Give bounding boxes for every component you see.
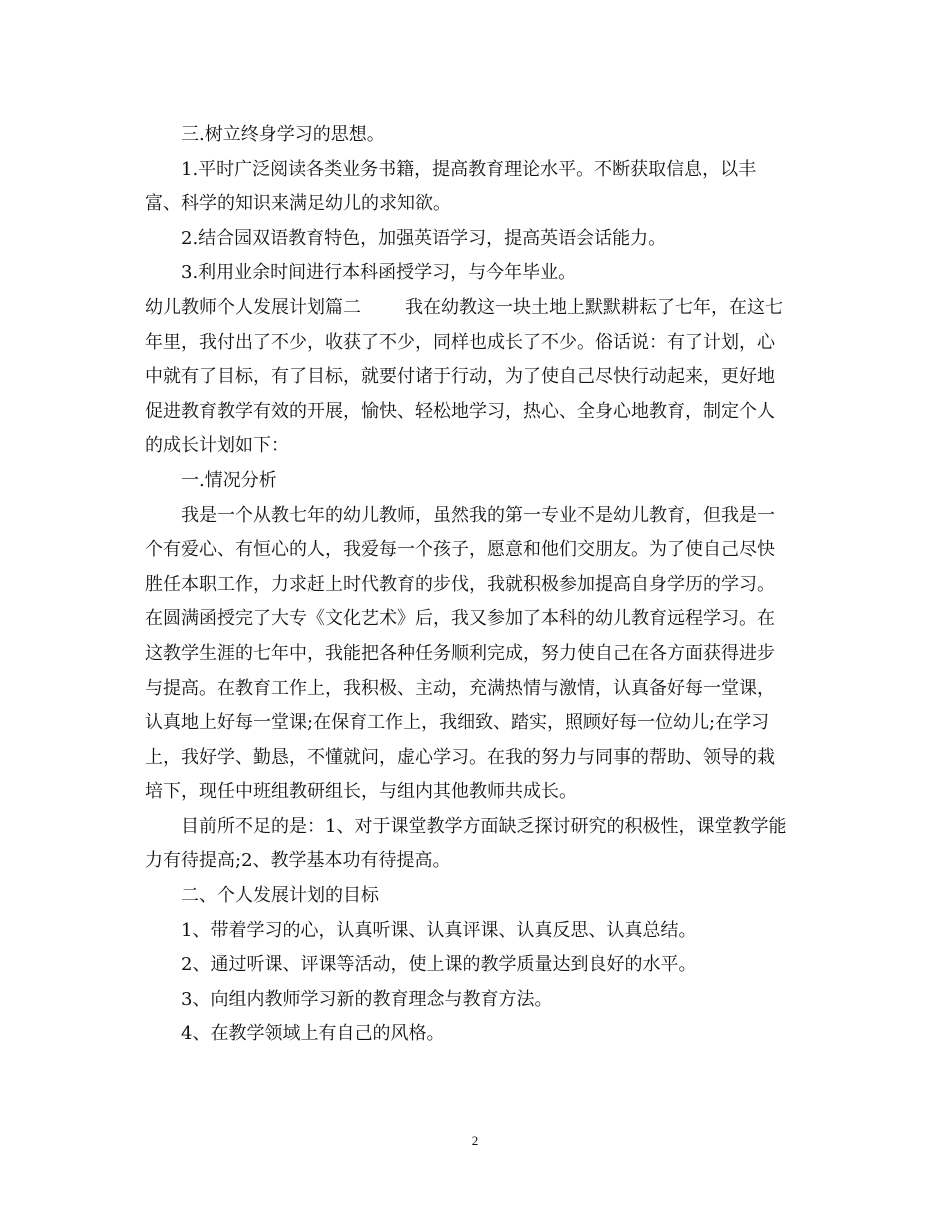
paragraph-line: 中就有了目标，有了目标，就要付诸于行动，为了使自己尽快行动起来，更好地 — [145, 366, 775, 388]
paragraph-line: 胜任本职工作，力求赶上时代教育的步伐，我就积极参加提高自身学历的学习。 — [145, 573, 775, 595]
section-title: 幼儿教师个人发展计划篇二 — [145, 296, 361, 318]
paragraph-line: 三.树立终身学习的思想。 — [181, 124, 385, 145]
paragraph-line: 与提高。在教育工作上，我积极、主动，充满热情与激情，认真备好每一堂课， — [145, 677, 775, 699]
paragraph-line: 2.结合园双语教育特色，加强英语学习，提高英语会话能力。 — [181, 227, 667, 249]
list-item: 3、向组内教师学习新的教育理念与教育方法。 — [181, 988, 553, 1010]
paragraph-line: 我是一个从教七年的幼儿教师，虽然我的第一专业不是幼儿教育，但我是一 — [181, 504, 775, 526]
section-intro-text: 我在幼教这一块土地上默默耕耘了七年，在这七 — [405, 296, 783, 318]
section-heading-line — [145, 291, 810, 326]
paragraph-line: 个有爱心、有恒心的人，我爱每一个孩子，愿意和他们交朋友。为了使自己尽快 — [145, 539, 775, 561]
paragraph-line: 促进教育教学有效的开展，愉快、轻松地学习，热心、全身心地教育，制定个人 — [145, 400, 775, 422]
list-item: 1、带着学习的心，认真听课、认真评课、认真反思、认真总结。 — [181, 919, 697, 941]
paragraph-line: 培下，现任中班组教研组长，与组内其他教师共成长。 — [145, 781, 577, 803]
paragraph-line: 目前所不足的是：1、对于课堂教学方面缺乏探讨研究的积极性，课堂教学能 — [181, 815, 787, 837]
paragraph-line: 在圆满函授完了大专《文化艺术》后，我又参加了本科的幼儿教育远程学习。在 — [145, 608, 775, 630]
subheading-line: 一.情况分析 — [181, 469, 277, 491]
list-item: 4、在教学领域上有自己的风格。 — [181, 1023, 445, 1045]
paragraph-line: 富、科学的知识来满足幼儿的求知欲。 — [145, 193, 451, 215]
paragraph-line: 3.利用业余时间进行本科函授学习，与今年毕业。 — [181, 262, 577, 284]
paragraph-line: 年里，我付出了不少，收获了不少，同样也成长了不少。俗话说：有了计划，心 — [145, 331, 775, 353]
paragraph-line: 的成长计划如下： — [145, 435, 289, 457]
document-body — [145, 118, 810, 1052]
subheading-line: 二、个人发展计划的目标 — [181, 885, 379, 907]
paragraph-line: 力有待提高;2、教学基本功有待提高。 — [145, 850, 451, 872]
paragraph-line: 上，我好学、勤恳，不懂就问，虚心学习。在我的努力与同事的帮助、领导的栽 — [145, 746, 775, 768]
paragraph-line: 认真地上好每一堂课;在保育工作上，我细致、踏实，照顾好每一位幼儿;在学习 — [145, 712, 770, 734]
paragraph-line: 这教学生涯的七年中，我能把各种任务顺利完成，努力使自己在各方面获得进步 — [145, 642, 775, 664]
page-number: 2 — [471, 1133, 479, 1148]
paragraph-line: 1.平时广泛阅读各类业务书籍，提高教育理论水平。不断获取信息，以丰 — [181, 158, 757, 180]
list-item: 2、通过听课、评课等活动，使上课的教学质量达到良好的水平。 — [181, 954, 697, 976]
